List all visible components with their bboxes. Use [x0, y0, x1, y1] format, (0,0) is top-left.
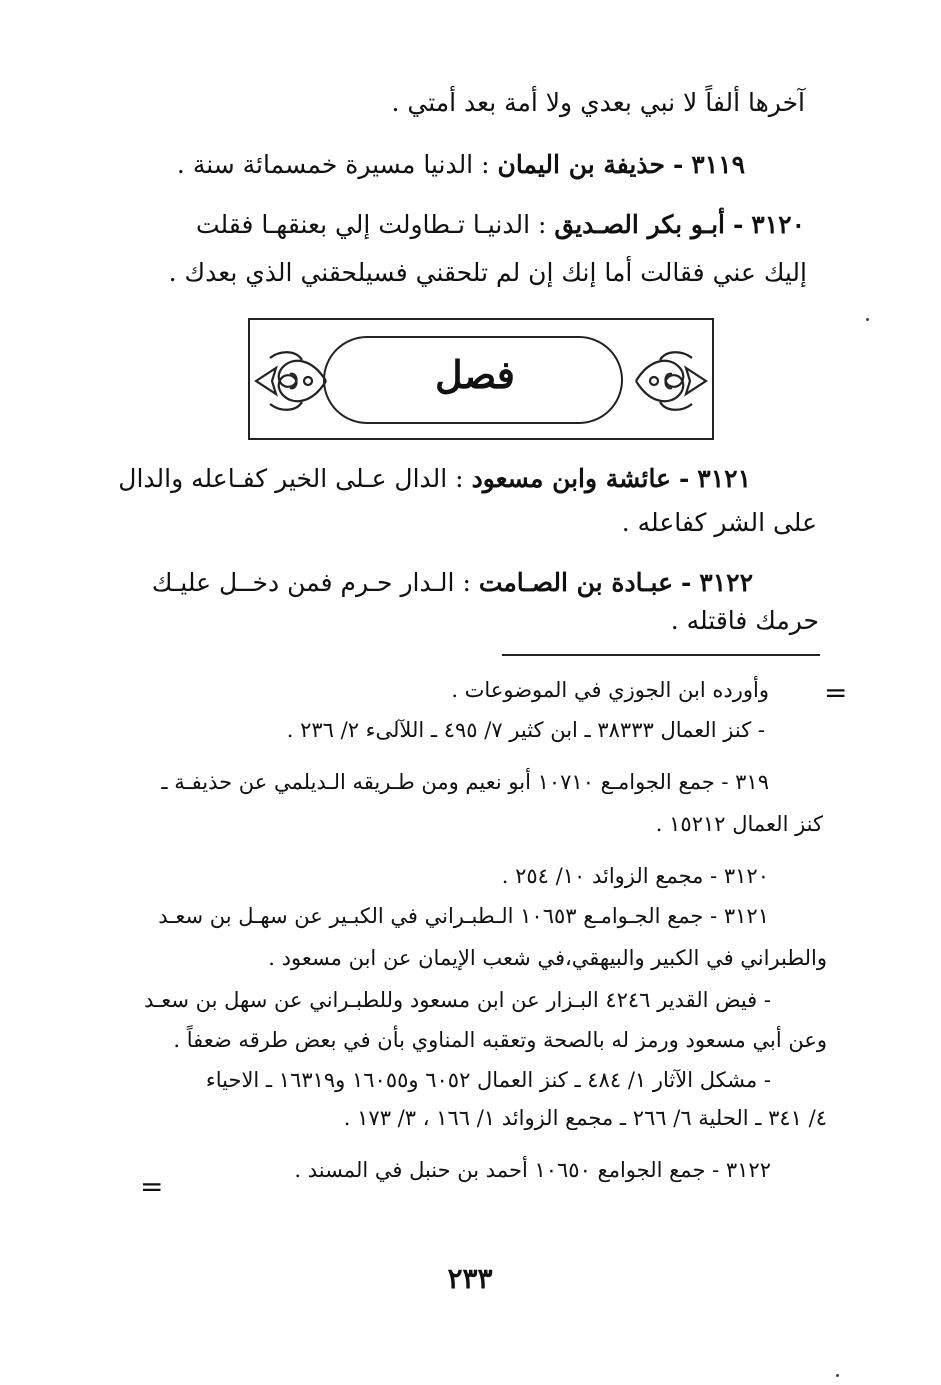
footnote-line: ٣١٢١ - جمع الجـوامـع ١٠٦٥٣ الـطبـراني في الكبـير عن سهـل بن سعـد: [158, 904, 769, 928]
entry-number: ٣١٢٠: [751, 210, 805, 239]
entry-text: : الـدار حـرم فمن دخــل عليـك: [151, 568, 471, 597]
entry-3122: [152, 568, 753, 597]
entry-number: ٣١٢١: [697, 464, 751, 493]
footnote-line: وأورده ابن الجوزي في الموضوعات .: [451, 678, 769, 702]
entry-3122-continuation: حرمك فاقتله .: [670, 606, 819, 635]
continuation-line: آخرها ألفاً لا نبي بعدي ولا أمة بعد أمتي .: [391, 88, 805, 117]
footnote-line: - مشكل الآثار ١/ ٤٨٤ ـ كنز العمال ٦٠٥٢ و١٦٠٥٥ و١٦٣١٩ ـ الاحياء: [205, 1068, 771, 1092]
entry-3121: [118, 464, 751, 493]
entry-number: ٣١٢٢: [699, 568, 753, 597]
entry-number: ٣١١٩: [691, 150, 745, 179]
page-number: ٢٣٣: [447, 1262, 493, 1295]
left-ornament-icon: [252, 338, 332, 424]
entry-dash: -: [732, 210, 744, 239]
footnote-line: - فيض القدير ٤٢٤٦ البـزار عن ابن مسعود وللطبـراني عن سهل بن سعـد: [144, 988, 771, 1012]
footnote-line: ٣١٢٠ - مجمع الزوائد ١٠/ ٢٥٤ .: [501, 864, 769, 888]
entry-3120: [196, 210, 805, 239]
narrator-name: عائشة وابن مسعود: [471, 464, 671, 493]
entry-text: : الدال عـلى الخير كفـاعله والدال: [118, 464, 464, 493]
continuation-mark: =: [140, 1170, 164, 1203]
narrator-name: أبـو بكر الصـديق: [554, 210, 725, 239]
entry-text: : الدنيـا تـطاولت إلي بعنقهـا فقلت: [195, 210, 547, 239]
entry-dash: -: [678, 464, 690, 493]
continuation-mark: =: [824, 676, 848, 709]
entry-3120-continuation: إليك عني فقالت أما إنك إن لم تلحقني فسيلحقني الذي بعدك .: [168, 258, 807, 287]
footnote-line: ٣١٩ - جمع الجوامـع ١٠٧١٠ أبو نعيم ومن طـريقه الـديلمي عن حذيفـة ـ: [161, 770, 769, 794]
footnote-line: ٣١٢٢ - جمع الجوامع ١٠٦٥٠ أحمد بن حنبل في المسند .: [294, 1158, 771, 1182]
footnote-separator: [502, 654, 820, 656]
footnote-line: ٤/ ٣٤١ ـ الحلية ٦/ ٢٦٦ ـ مجمع الزوائد ١/ ١٦٦ ، ٣/ ١٧٣ .: [343, 1106, 827, 1130]
entry-dash: -: [672, 150, 684, 179]
narrator-name: عبـادة بن الصـامت: [478, 568, 673, 597]
footnote-line: وعن أبي مسعود ورمز له بالصحة وتعقبه المناوي بأن في بعض طرقه ضعفاً .: [173, 1028, 827, 1052]
entry-3121-continuation: على الشر كفاعله .: [621, 508, 817, 537]
footnote-line: - كنز العمال ٣٨٣٣٣ ـ ابن كثير ٧/ ٤٩٥ ـ اللآلىء ٢/ ٢٣٦ .: [286, 718, 765, 742]
right-ornament-icon: [630, 338, 710, 424]
scan-speck: [866, 318, 869, 321]
scan-speck: [836, 1374, 839, 1377]
entry-3119: [177, 150, 745, 179]
narrator-name: حذيفة بن اليمان: [497, 150, 665, 179]
footnote-line: والطبراني في الكبير والبيهقي،في شعب الإيمان عن ابن مسعود .: [268, 946, 827, 970]
entry-text: : الدنيا مسيرة خمسمائة سنة .: [176, 150, 490, 179]
footnote-line: كنز العمال ١٥٢١٢ .: [655, 812, 823, 836]
entry-dash: -: [680, 568, 692, 597]
section-title: فصل: [435, 352, 515, 397]
